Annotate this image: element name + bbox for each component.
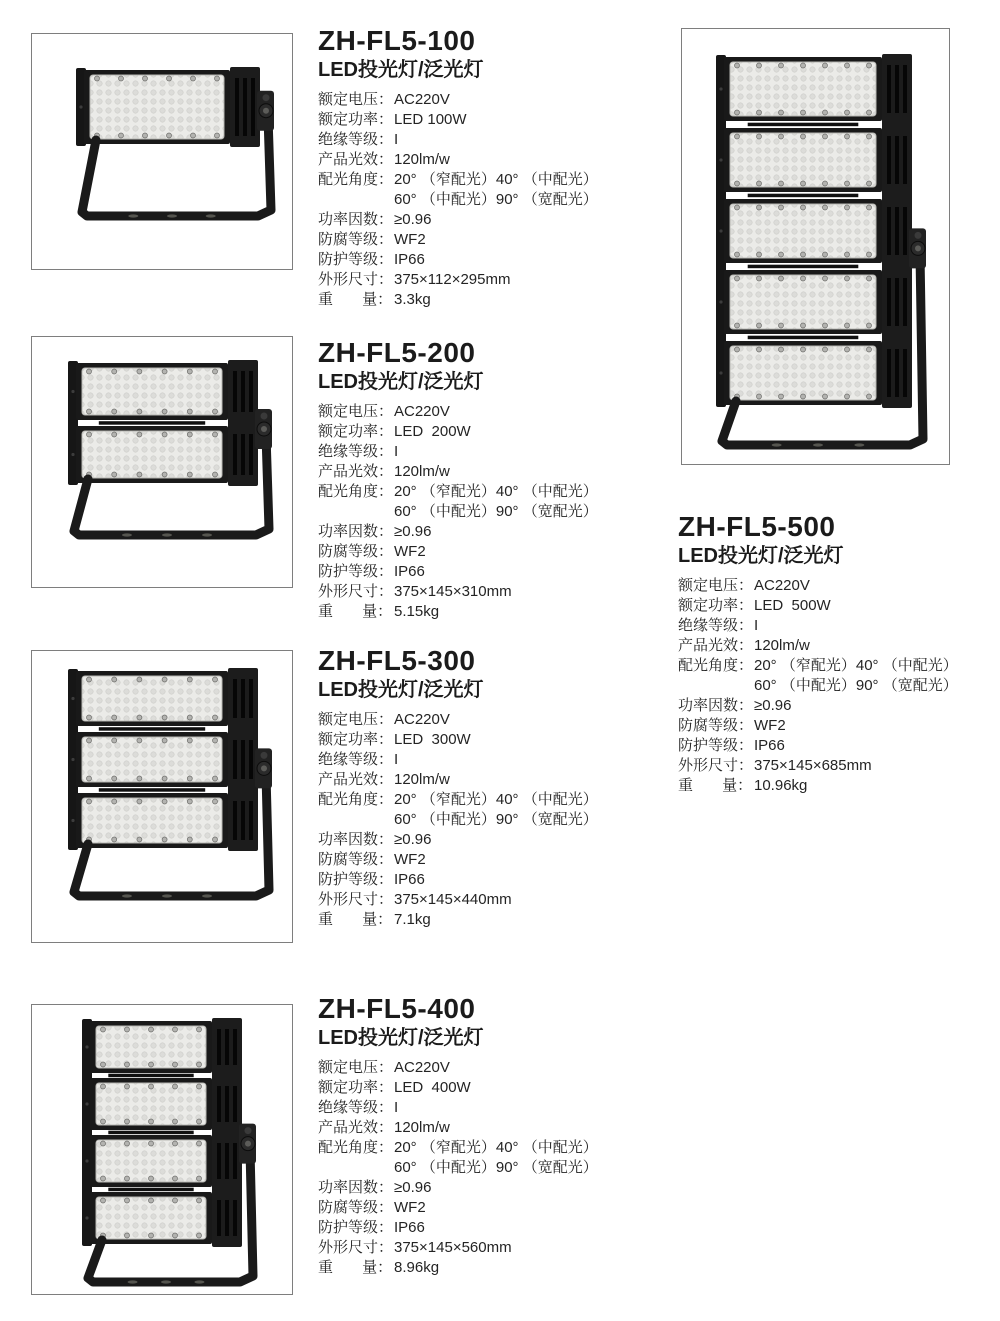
product-section-zh-fl5-300	[318, 646, 658, 930]
spec-label: 防腐等级：	[318, 231, 394, 248]
spec-row	[318, 250, 658, 270]
product-subtitle: LED投光灯/泛光灯	[318, 679, 484, 701]
spec-value: 375×145×685mm	[754, 757, 872, 774]
spec-row	[318, 602, 658, 622]
spec-list	[318, 710, 658, 930]
spec-label: 绝缘等级：	[318, 1099, 394, 1116]
spec-value: LED 500W	[754, 597, 831, 614]
product-subtitle: LED投光灯/泛光灯	[678, 545, 844, 567]
spec-row	[318, 1078, 658, 1098]
spec-row	[318, 230, 658, 250]
spec-value: 120lm/w	[394, 463, 450, 480]
spec-label: 额定功率：	[318, 111, 394, 128]
product-section-zh-fl5-200	[318, 338, 658, 622]
spec-value: ≥0.96	[394, 831, 432, 848]
product-subtitle: LED投光灯/泛光灯	[318, 371, 484, 393]
spec-row	[318, 1138, 658, 1158]
spec-value: WF2	[394, 1199, 426, 1216]
product-photo-zh-fl5-300	[31, 650, 293, 943]
spec-value: 20° （窄配光）40° （中配光）	[754, 657, 958, 674]
spec-row	[318, 1158, 658, 1178]
spec-row	[318, 830, 658, 850]
spec-row	[318, 190, 658, 210]
spec-label: 额定电压：	[318, 91, 394, 108]
spec-row	[678, 676, 988, 696]
spec-label: 额定功率：	[318, 1079, 394, 1096]
spec-row	[678, 776, 988, 796]
spec-label: 额定电压：	[678, 577, 754, 594]
floodlight-illustration	[32, 337, 292, 587]
spec-value: LED 400W	[394, 1079, 471, 1096]
spec-value: WF2	[394, 851, 426, 868]
spec-value: I	[394, 751, 399, 768]
spec-list	[318, 90, 658, 310]
spec-value: IP66	[394, 1219, 425, 1236]
spec-value: IP66	[754, 737, 785, 754]
spec-row	[318, 462, 658, 482]
spec-row	[318, 562, 658, 582]
spec-row	[678, 696, 988, 716]
spec-row	[318, 270, 658, 290]
spec-row	[318, 730, 658, 750]
spec-value: 120lm/w	[394, 771, 450, 788]
spec-value: 8.96kg	[394, 1259, 440, 1276]
spec-row	[318, 870, 658, 890]
floodlight-illustration	[32, 1005, 292, 1294]
spec-value: WF2	[394, 231, 426, 248]
product-subtitle: LED投光灯/泛光灯	[318, 59, 484, 81]
spec-value: ≥0.96	[394, 1179, 432, 1196]
spec-value: LED 100W	[394, 111, 467, 128]
floodlight-illustration	[32, 651, 292, 942]
spec-label	[318, 810, 394, 830]
spec-label: 功率因数：	[318, 831, 394, 848]
spec-row	[318, 582, 658, 602]
spec-label: 配光角度：	[678, 657, 754, 674]
spec-value: ≥0.96	[394, 211, 432, 228]
spec-label: 外形尺寸：	[318, 583, 394, 600]
spec-label: 重 量：	[678, 777, 753, 794]
spec-label: 配光角度：	[318, 483, 394, 500]
spec-row	[318, 770, 658, 790]
product-subtitle: LED投光灯/泛光灯	[318, 1027, 484, 1049]
spec-value: 20° （窄配光）40° （中配光）	[394, 171, 598, 188]
spec-label: 防护等级：	[318, 1219, 394, 1236]
spec-value: 20° （窄配光）40° （中配光）	[394, 791, 598, 808]
spec-value: LED 300W	[394, 731, 471, 748]
spec-value: 7.1kg	[394, 911, 431, 928]
spec-row	[318, 790, 658, 810]
spec-label: 外形尺寸：	[318, 891, 394, 908]
spec-row	[318, 750, 658, 770]
spec-label: 额定电压：	[318, 711, 394, 728]
spec-label: 功率因数：	[318, 523, 394, 540]
spec-label: 产品光效：	[318, 1119, 394, 1136]
spec-value: 10.96kg	[754, 777, 808, 794]
spec-row	[318, 710, 658, 730]
spec-row	[678, 596, 988, 616]
spec-row	[318, 402, 658, 422]
spec-value: I	[394, 443, 399, 460]
spec-label: 额定电压：	[318, 403, 394, 420]
spec-label: 配光角度：	[318, 1139, 394, 1156]
spec-value: 60° （中配光）90° （宽配光）	[394, 1159, 598, 1176]
product-section-zh-fl5-100	[318, 26, 658, 310]
spec-value: 60° （中配光）90° （宽配光）	[394, 191, 598, 208]
spec-value: 20° （窄配光）40° （中配光）	[394, 483, 598, 500]
spec-label: 产品光效：	[318, 771, 394, 788]
spec-value: 5.15kg	[394, 603, 440, 620]
spec-row	[318, 1258, 658, 1278]
spec-row	[318, 890, 658, 910]
spec-row	[318, 170, 658, 190]
product-photo-zh-fl5-100	[31, 33, 293, 270]
spec-label	[678, 676, 754, 696]
spec-row	[318, 1238, 658, 1258]
spec-list	[678, 576, 988, 796]
spec-row	[318, 850, 658, 870]
spec-value: IP66	[394, 871, 425, 888]
product-title: ZH-FL5-400	[318, 993, 476, 1024]
spec-value: 375×145×560mm	[394, 1239, 512, 1256]
spec-row	[318, 810, 658, 830]
spec-value: AC220V	[394, 91, 450, 108]
spec-label: 防腐等级：	[318, 851, 394, 868]
spec-label: 防腐等级：	[318, 543, 394, 560]
product-photo-zh-fl5-400	[31, 1004, 293, 1295]
spec-list	[318, 402, 658, 622]
spec-label: 绝缘等级：	[318, 131, 394, 148]
spec-label: 额定功率：	[678, 597, 754, 614]
spec-label: 重 量：	[318, 291, 393, 308]
spec-label: 重 量：	[318, 911, 393, 928]
spec-value: 120lm/w	[394, 151, 450, 168]
spec-value: AC220V	[754, 577, 810, 594]
spec-row	[318, 1098, 658, 1118]
spec-row	[318, 130, 658, 150]
spec-row	[678, 656, 988, 676]
spec-value: WF2	[754, 717, 786, 734]
spec-row	[678, 736, 988, 756]
spec-value: 375×145×440mm	[394, 891, 512, 908]
spec-row	[318, 1218, 658, 1238]
spec-row	[318, 1058, 658, 1078]
spec-value: 120lm/w	[394, 1119, 450, 1136]
spec-row	[318, 1198, 658, 1218]
spec-value: WF2	[394, 543, 426, 560]
spec-row	[318, 1178, 658, 1198]
spec-value: LED 200W	[394, 423, 471, 440]
spec-label: 绝缘等级：	[678, 617, 754, 634]
spec-value: 60° （中配光）90° （宽配光）	[394, 503, 598, 520]
spec-label: 防护等级：	[318, 251, 394, 268]
spec-row	[678, 716, 988, 736]
product-photo-zh-fl5-200	[31, 336, 293, 588]
spec-row	[318, 290, 658, 310]
spec-label: 配光角度：	[318, 171, 394, 188]
spec-row	[318, 90, 658, 110]
spec-label: 额定功率：	[318, 423, 394, 440]
spec-value: ≥0.96	[754, 697, 792, 714]
product-section-zh-fl5-500	[678, 512, 988, 796]
floodlight-illustration	[32, 34, 292, 269]
spec-value: AC220V	[394, 403, 450, 420]
spec-row	[318, 110, 658, 130]
spec-label: 绝缘等级：	[318, 443, 394, 460]
spec-row	[678, 756, 988, 776]
spec-row	[318, 1118, 658, 1138]
spec-label	[318, 502, 394, 522]
spec-row	[318, 522, 658, 542]
spec-value: 3.3kg	[394, 291, 431, 308]
spec-list	[318, 1058, 658, 1278]
spec-value: I	[394, 131, 399, 148]
spec-label: 防腐等级：	[318, 1199, 394, 1216]
spec-label: 防护等级：	[678, 737, 754, 754]
spec-row	[318, 210, 658, 230]
product-title: ZH-FL5-500	[678, 511, 836, 542]
spec-value: AC220V	[394, 1059, 450, 1076]
spec-value: IP66	[394, 251, 425, 268]
spec-label: 产品光效：	[318, 151, 394, 168]
spec-value: IP66	[394, 563, 425, 580]
spec-value: ≥0.96	[394, 523, 432, 540]
spec-value: AC220V	[394, 711, 450, 728]
spec-row	[318, 910, 658, 930]
spec-label: 绝缘等级：	[318, 751, 394, 768]
spec-label: 产品光效：	[678, 637, 754, 654]
spec-label	[318, 190, 394, 210]
spec-label: 外形尺寸：	[318, 271, 394, 288]
spec-label: 防腐等级：	[678, 717, 754, 734]
spec-row	[318, 502, 658, 522]
spec-row	[678, 576, 988, 596]
spec-row	[318, 422, 658, 442]
product-title: ZH-FL5-100	[318, 25, 476, 56]
product-title: ZH-FL5-200	[318, 337, 476, 368]
spec-label: 功率因数：	[318, 1179, 394, 1196]
spec-label: 功率因数：	[678, 697, 754, 714]
spec-row	[318, 442, 658, 462]
spec-value: I	[754, 617, 759, 634]
spec-value: 60° （中配光）90° （宽配光）	[394, 811, 598, 828]
spec-row	[318, 482, 658, 502]
spec-value: 120lm/w	[754, 637, 810, 654]
spec-row	[318, 150, 658, 170]
spec-label: 防护等级：	[318, 871, 394, 888]
spec-label: 配光角度：	[318, 791, 394, 808]
spec-value: I	[394, 1099, 399, 1116]
product-photo-zh-fl5-500	[681, 28, 950, 465]
spec-row	[678, 616, 988, 636]
spec-label: 产品光效：	[318, 463, 394, 480]
spec-value: 20° （窄配光）40° （中配光）	[394, 1139, 598, 1156]
product-title: ZH-FL5-300	[318, 645, 476, 676]
spec-row	[678, 636, 988, 656]
product-section-zh-fl5-400	[318, 994, 658, 1278]
spec-row	[318, 542, 658, 562]
spec-value: 375×112×295mm	[394, 271, 511, 288]
spec-label: 功率因数：	[318, 211, 394, 228]
spec-value: 375×145×310mm	[394, 583, 512, 600]
spec-label: 额定电压：	[318, 1059, 394, 1076]
spec-label	[318, 1158, 394, 1178]
spec-label: 额定功率：	[318, 731, 394, 748]
spec-label: 重 量：	[318, 1259, 393, 1276]
spec-value: 60° （中配光）90° （宽配光）	[754, 677, 958, 694]
spec-label: 防护等级：	[318, 563, 394, 580]
spec-label: 外形尺寸：	[318, 1239, 394, 1256]
floodlight-illustration	[682, 29, 949, 464]
spec-label: 外形尺寸：	[678, 757, 754, 774]
spec-label: 重 量：	[318, 603, 393, 620]
